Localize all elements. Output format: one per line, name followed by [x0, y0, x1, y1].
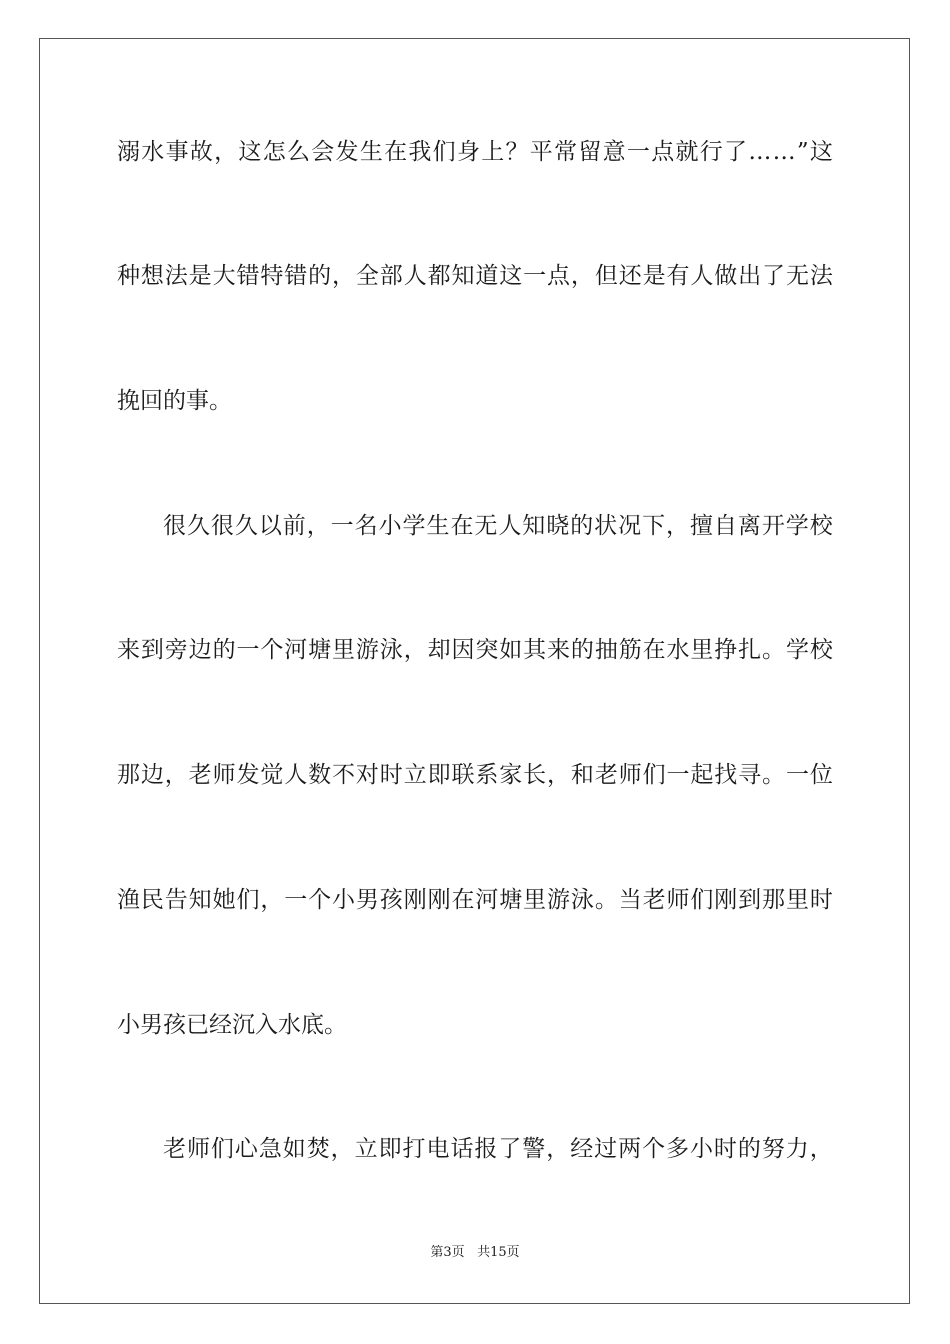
text-line-4: 很 久 很 久 以 前 ， 一 名 小 学 生 在 无 人 知 晓 的 状 况 下 ， 擅 自 离 开 学 校	[163, 513, 833, 539]
page-footer	[0, 1244, 950, 1262]
page-number: 第3页	[430, 1245, 465, 1260]
text-line-2: 种 想 法 是 大 错 特 错 的 ， 全 部 人 都 知 道 这 一 点 ， 但 还 是 有 人 做 出 了 无 法	[117, 263, 833, 289]
text-line-5: 来 到 旁 边 的 一 个 河 塘 里 游 泳 ， 却 因 突 如 其 来 的 抽 筋 在 水 里 挣 扎 。 学 校	[117, 637, 833, 663]
page-border	[39, 38, 910, 1304]
text-line-1: 溺 水 事 故 ， 这 怎 么 会 发 生 在 我 们 身 上 ？ 平 常 留 意 一 点 就 行 了 … … ” 这	[117, 139, 833, 165]
text-line-8: 小男孩已经沉入水底。	[117, 1012, 347, 1038]
page-total: 共15页	[477, 1245, 520, 1260]
text-line-3: 挽回的事。	[117, 388, 232, 414]
text-line-7: 渔 民 告 知 她 们 ， 一 个 小 男 孩 刚 刚 在 河 塘 里 游 泳 。 当 老 师 们 刚 到 那 里 时	[117, 887, 833, 913]
text-line-9: 老 师 们 心 急 如 焚 ， 立 即 打 电 话 报 了 警 ， 经 过 两 个 多 小 时 的 努 力 ，	[163, 1136, 833, 1162]
text-line-6: 那 边 ， 老 师 发 觉 人 数 不 对 时 立 即 联 系 家 长 ， 和 老 师 们 一 起 找 寻 。 一 位	[117, 762, 833, 788]
